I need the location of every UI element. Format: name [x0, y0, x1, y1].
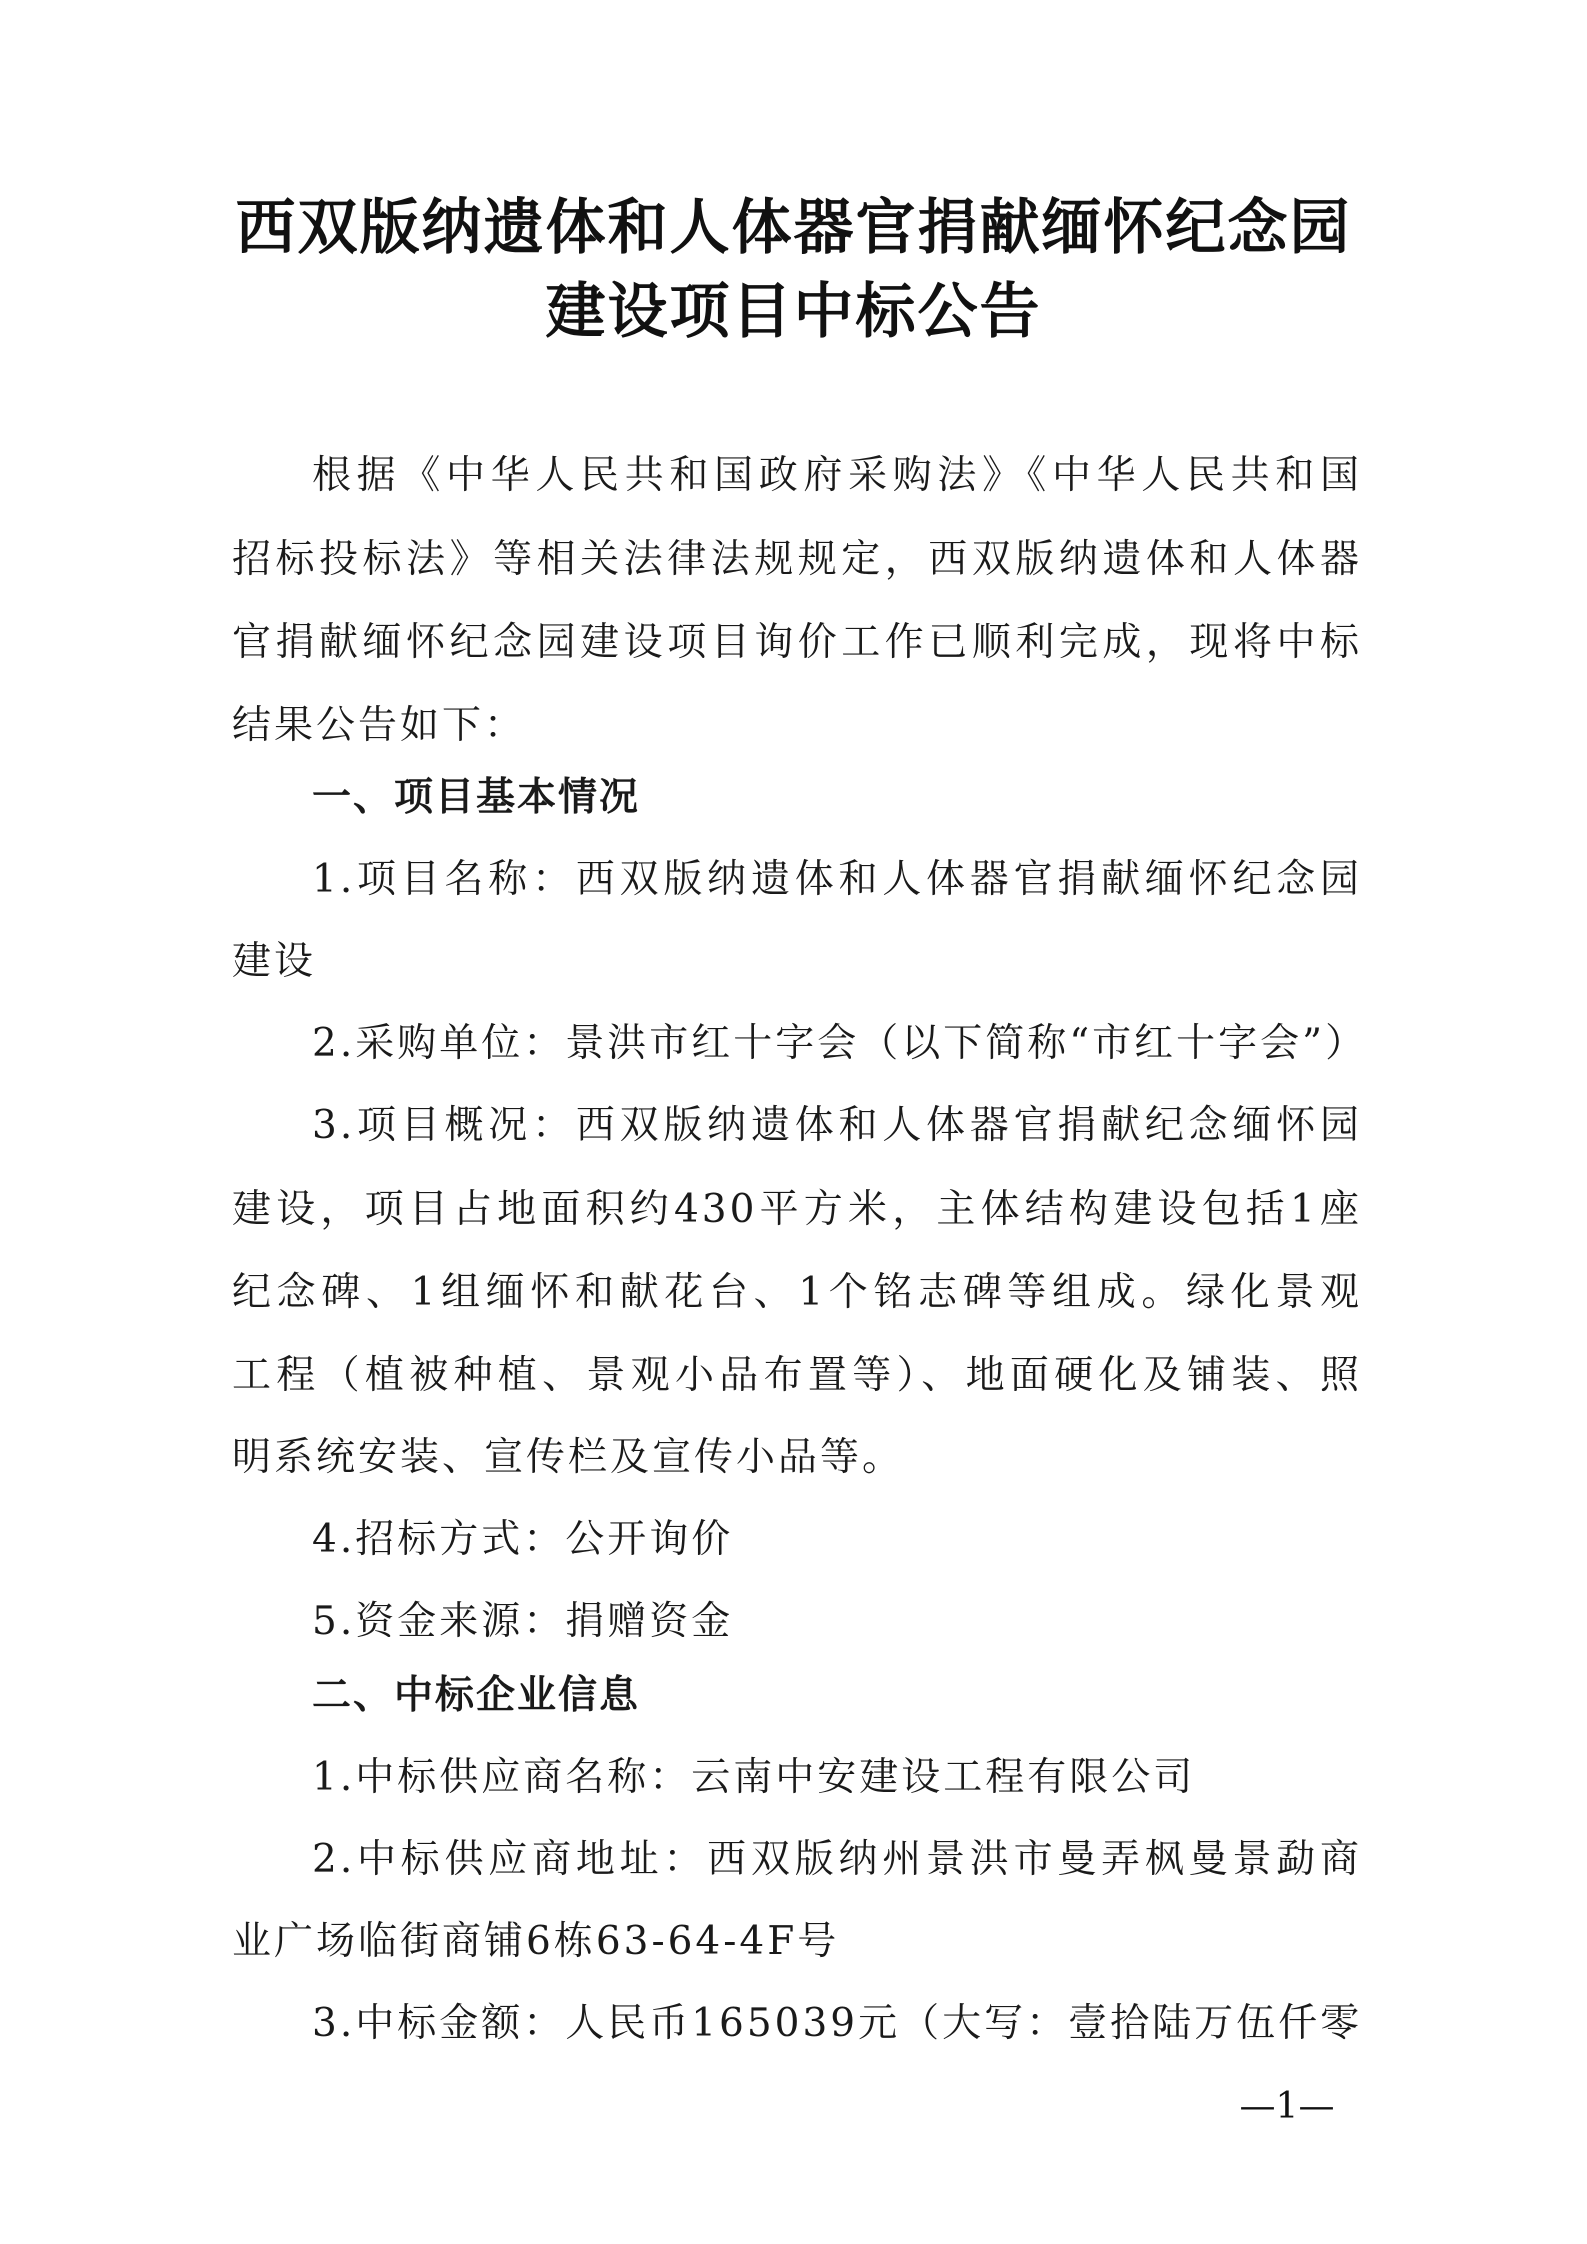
document-title-line-2: 建设项目中标公告	[545, 277, 1042, 347]
item-2-2-line-2: 业广场临街商铺6栋63-64-4F号	[232, 1919, 840, 1964]
page-number: —1—	[1239, 2086, 1335, 2127]
item-1-3-line-1: 3.项目概况：西双版纳遗体和人体器官捐献纪念缅怀园	[312, 1103, 1362, 1148]
item-1-3-line-3: 纪念碑、1组缅怀和献花台、1个铭志碑等组成。绿化景观	[232, 1270, 1362, 1315]
item-1-5: 5.资金来源：捐赠资金	[312, 1599, 734, 1644]
section-1-heading: 一、项目基本情况	[312, 775, 641, 820]
section-2-heading: 二、中标企业信息	[312, 1673, 641, 1718]
item-1-3-line-2: 建设，项目占地面积约430平方米，主体结构建设包括1座	[232, 1187, 1362, 1232]
item-1-3-line-4: 工程（植被种植、景观小品布置等）、地面硬化及铺装、照	[232, 1353, 1362, 1398]
intro-line-4: 结果公告如下：	[232, 703, 527, 748]
item-1-1-line-2: 建设	[232, 939, 317, 984]
item-1-4: 4.招标方式：公开询价	[312, 1517, 734, 1562]
item-1-2: 2.采购单位：景洪市红十字会（以下简称“市红十字会”）	[312, 1021, 1368, 1066]
intro-line-2: 招标投标法》等相关法律法规规定，西双版纳遗体和人体器	[232, 537, 1362, 582]
item-1-1-line-1: 1.项目名称：西双版纳遗体和人体器官捐献缅怀纪念园	[312, 857, 1362, 902]
document-title-line-1: 西双版纳遗体和人体器官捐献缅怀纪念园	[235, 193, 1352, 263]
item-2-3: 3.中标金额：人民币165039元（大写：壹拾陆万伍仟零	[312, 2001, 1363, 2046]
item-1-3-line-5: 明系统安装、宣传栏及宣传小品等。	[232, 1435, 905, 1480]
intro-line-1: 根据《中华人民共和国政府采购法》《中华人民共和国	[312, 453, 1362, 498]
item-2-1: 1.中标供应商名称：云南中安建设工程有限公司	[312, 1755, 1196, 1800]
intro-line-3: 官捐献缅怀纪念园建设项目询价工作已顺利完成，现将中标	[232, 620, 1362, 665]
item-2-2-line-1: 2.中标供应商地址：西双版纳州景洪市曼弄枫曼景勐商	[312, 1837, 1362, 1882]
